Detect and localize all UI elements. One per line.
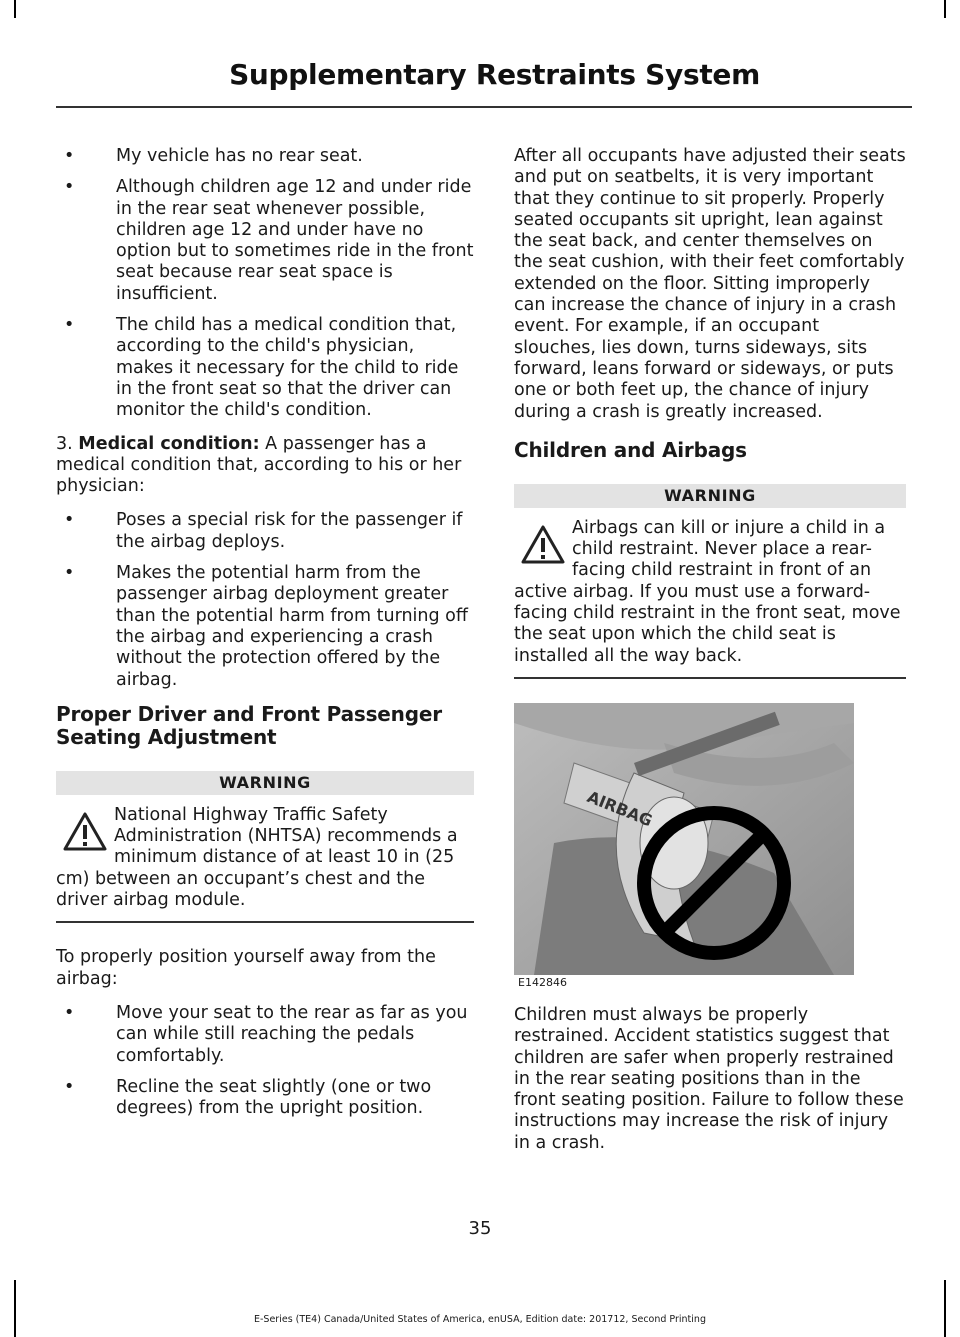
list-item: • My vehicle has no rear seat. (56, 146, 474, 167)
bullet-list (56, 510, 474, 690)
paragraph: To properly position yourself away from the airbag: (56, 947, 436, 989)
warning-text: Airbags can kill or injure a child in a child restraint. Never place a rear-facing child restraint in front of an active airbag. If you must use a forward-facing child restraint in the front seat, move the seat upon which the child seat is installed all the way back. (514, 517, 901, 666)
list-item: • Recline the seat slightly (one or two degrees) from the upright position. (56, 1077, 474, 1120)
header-rule (56, 106, 912, 108)
medical-term: Medical condition: (78, 433, 260, 454)
section-heading: Children and Airbags (514, 437, 747, 462)
warning-text: National Highway Traffic Safety Administration (NHTSA) recommends a minimum distance of at least 10 in (25 cm) between an occupant’s chest and the driver airbag module. (56, 804, 458, 911)
warning-box (56, 771, 474, 923)
paragraph: Children must always be properly restrained. Accident statistics suggest that children are safer when properly restrained in the rear seating positions than in the front seating position. Failure to follow these instructions may increase the risk of injury in a crash. (514, 1004, 904, 1153)
warning-triangle-icon (62, 811, 108, 853)
list-item: • Poses a special risk for the passenger if the airbag deploys. (56, 510, 474, 553)
footer-text: E-Series (TE4) Canada/United States of America, enUSA, Edition date: 201712, Second Printing (254, 1314, 706, 1325)
left-column (56, 146, 474, 1131)
warning-box (514, 484, 906, 679)
child-seat-prohibited-illustration (514, 703, 906, 975)
page-number: 35 (468, 1218, 492, 1239)
section-heading: Proper Driver and Front Passenger Seating Adjustment (56, 701, 442, 749)
warning-label: WARNING (514, 484, 906, 508)
crop-mark (14, 1280, 16, 1337)
warning-body (56, 805, 474, 923)
crop-mark (944, 1280, 946, 1337)
airbag-label: AIRBAG (584, 787, 656, 831)
warning-triangle-icon (520, 524, 566, 566)
paragraph: After all occupants have adjusted their seats and put on seatbelts, it is very important that they continue to sit properly. Properly seated occupants sit upright, lean against the seat back, and center themselves on the seat cushion, with their feet comfortably extended on the floor. Sitting improperly can increase the chance of injury in a crash event. For example, if an occupant slouches, lies down, turns sideways, sits forward, leans forward or sideways, or puts one or both feet up, the chance of injury during a crash is greatly increased. (514, 146, 906, 422)
medical-number: 3. (56, 433, 73, 454)
list-item: • Although children age 12 and under ride in the rear seat whenever possible, children age 12 and under have no option but to sometimes ride in the front seat because rear seat space is insufficient. (56, 177, 474, 305)
list-item: • The child has a medical condition that, according to the child's physician, makes it necessary for the child to ride in the front seat so that the driver can monitor the child's condition. (56, 315, 474, 421)
bullet-list (56, 1003, 474, 1119)
airbag-illustration (514, 703, 906, 993)
right-column (514, 146, 906, 1167)
crop-mark (14, 0, 16, 18)
page-title: Supplementary Restraints System (229, 58, 760, 91)
list-item: • Makes the potential harm from the passenger airbag deployment greater than the potential harm from turning off the airbag and experiencing a crash without the protection offered by the airbag. (56, 563, 474, 691)
medical-text: A passenger has a medical condition that, according to his or her physician: (56, 433, 462, 497)
medical-condition-paragraph (56, 434, 474, 498)
warning-body (514, 518, 906, 679)
figure-label: E142846 (518, 975, 567, 989)
bullet-list (56, 146, 474, 422)
warning-label: WARNING (56, 771, 474, 795)
list-item: • Move your seat to the rear as far as you can while still reaching the pedals comfortably. (56, 1003, 474, 1067)
crop-mark (944, 0, 946, 18)
